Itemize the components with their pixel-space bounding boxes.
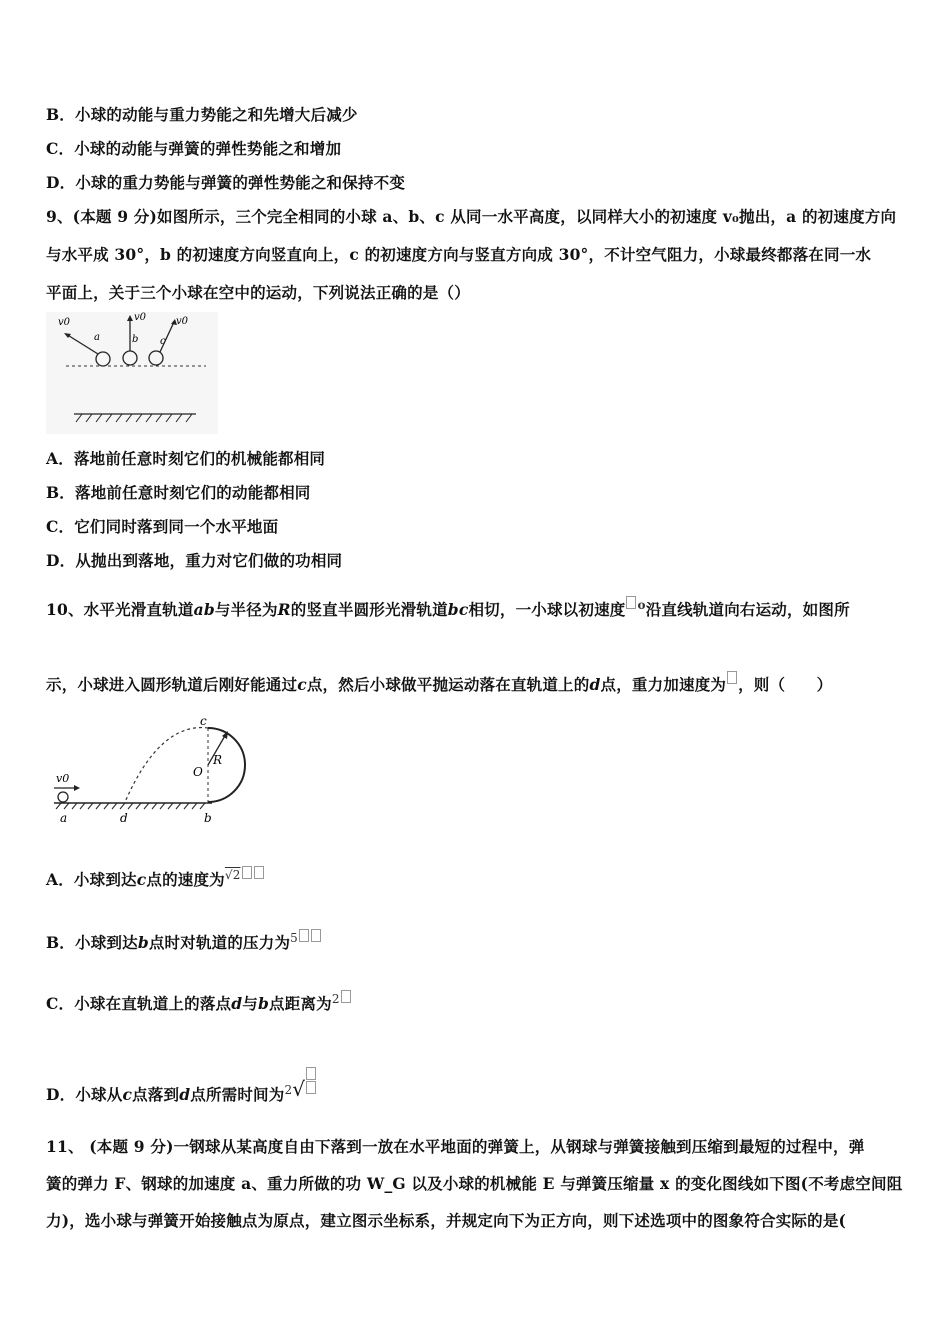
q10-label-v0: v0 [56,772,70,785]
q9-stem-line3: 平面上，关于三个小球在空中的运动，下列说法正确的是（） [46,283,470,302]
q9-stem-line2: 与水平成 30°，b 的初速度方向竖直向上，c 的初速度方向与竖直方向成 30°，不计空气阻力，小球最终都落在同一水 [46,245,872,264]
q9-figure [46,312,218,434]
q9-label-a: a [94,332,100,343]
q9-option-d: D．从抛出到落地，重力对它们做的功相同 [46,551,343,570]
q9-option-c: C．它们同时落到同一个水平地面 [46,517,279,536]
q9-stem-line1: 9、(本题 9 分)如图所示，三个完全相同的小球 a、b、c 从同一水平高度，以同样大小的初速度 v₀抛出，a 的初速度方向 [46,207,897,226]
q10-option-d: D．小球从c点落到d点所需时间为$^2$√ [46,1067,317,1105]
q8-option-d: D．小球的重力势能与弹簧的弹性势能之和保持不变 [46,173,406,192]
q10-figure [50,712,260,830]
q10-label-c: c [200,714,207,728]
q9-option-a: A．落地前任意时刻它们的机械能都相同 [46,449,326,468]
q11-stem-line3: 力)，选小球与弹簧开始接触点为原点，建立图示坐标系，并规定向下为正方向，则下述选项中的图象符合实际的是( [46,1211,847,1230]
q9-v0-b: v0 [134,312,147,323]
q10-label-R: R [213,753,223,767]
q10-label-b: b [204,811,212,825]
q10-label-d: d [120,811,128,825]
q9-label-c: c [160,336,166,347]
q9-v0-a: v0 [58,317,71,328]
q8-option-c: C．小球的动能与弹簧的弹性势能之和增加 [46,139,342,158]
q10-ball [58,792,68,802]
q9-option-b: B．落地前任意时刻它们的动能都相同 [46,483,311,502]
q10-stem-line2: 示，小球进入圆形轨道后刚好能通过c点，然后小球做平抛运动落在直轨道上的d点，重力加速度为 ，则（ ） [46,671,832,695]
q10-option-a: A．小球到达c点的速度为$^{√2}$ [46,866,265,890]
q8-option-b: B．小球的动能与重力势能之和先增大后减少 [46,105,358,124]
q10-label-a: a [60,811,68,825]
q10-stem-line1: 10、水平光滑直轨道ab与半径为R的竖直半圆形光滑轨道bc相切，一小球以初速度 $^o$沿直线轨道向右运动，如图所 [46,598,850,620]
q9-label-b: b [132,334,139,345]
q10-option-c: C．小球在直轨道上的落点d与b点距离为$^2$ [46,990,352,1014]
q10-label-O: O [193,765,203,779]
q9-v0-c: v0 [176,316,189,327]
q10-option-b: B．小球到达b点时对轨道的压力为$^5$ [46,929,322,953]
q11-stem-line2: 簧的弹力 F、钢球的加速度 a、重力所做的功 W_G 以及小球的机械能 E 与弹簧压缩量 x 的变化图线如下图(不考虑空间阻 [46,1174,903,1193]
q11-stem-line1: 11、 (本题 9 分)一钢球从某高度自由下落到一放在水平地面的弹簧上，从钢球与弹簧接触到压缩到最短的过程中，弹 [46,1137,865,1156]
